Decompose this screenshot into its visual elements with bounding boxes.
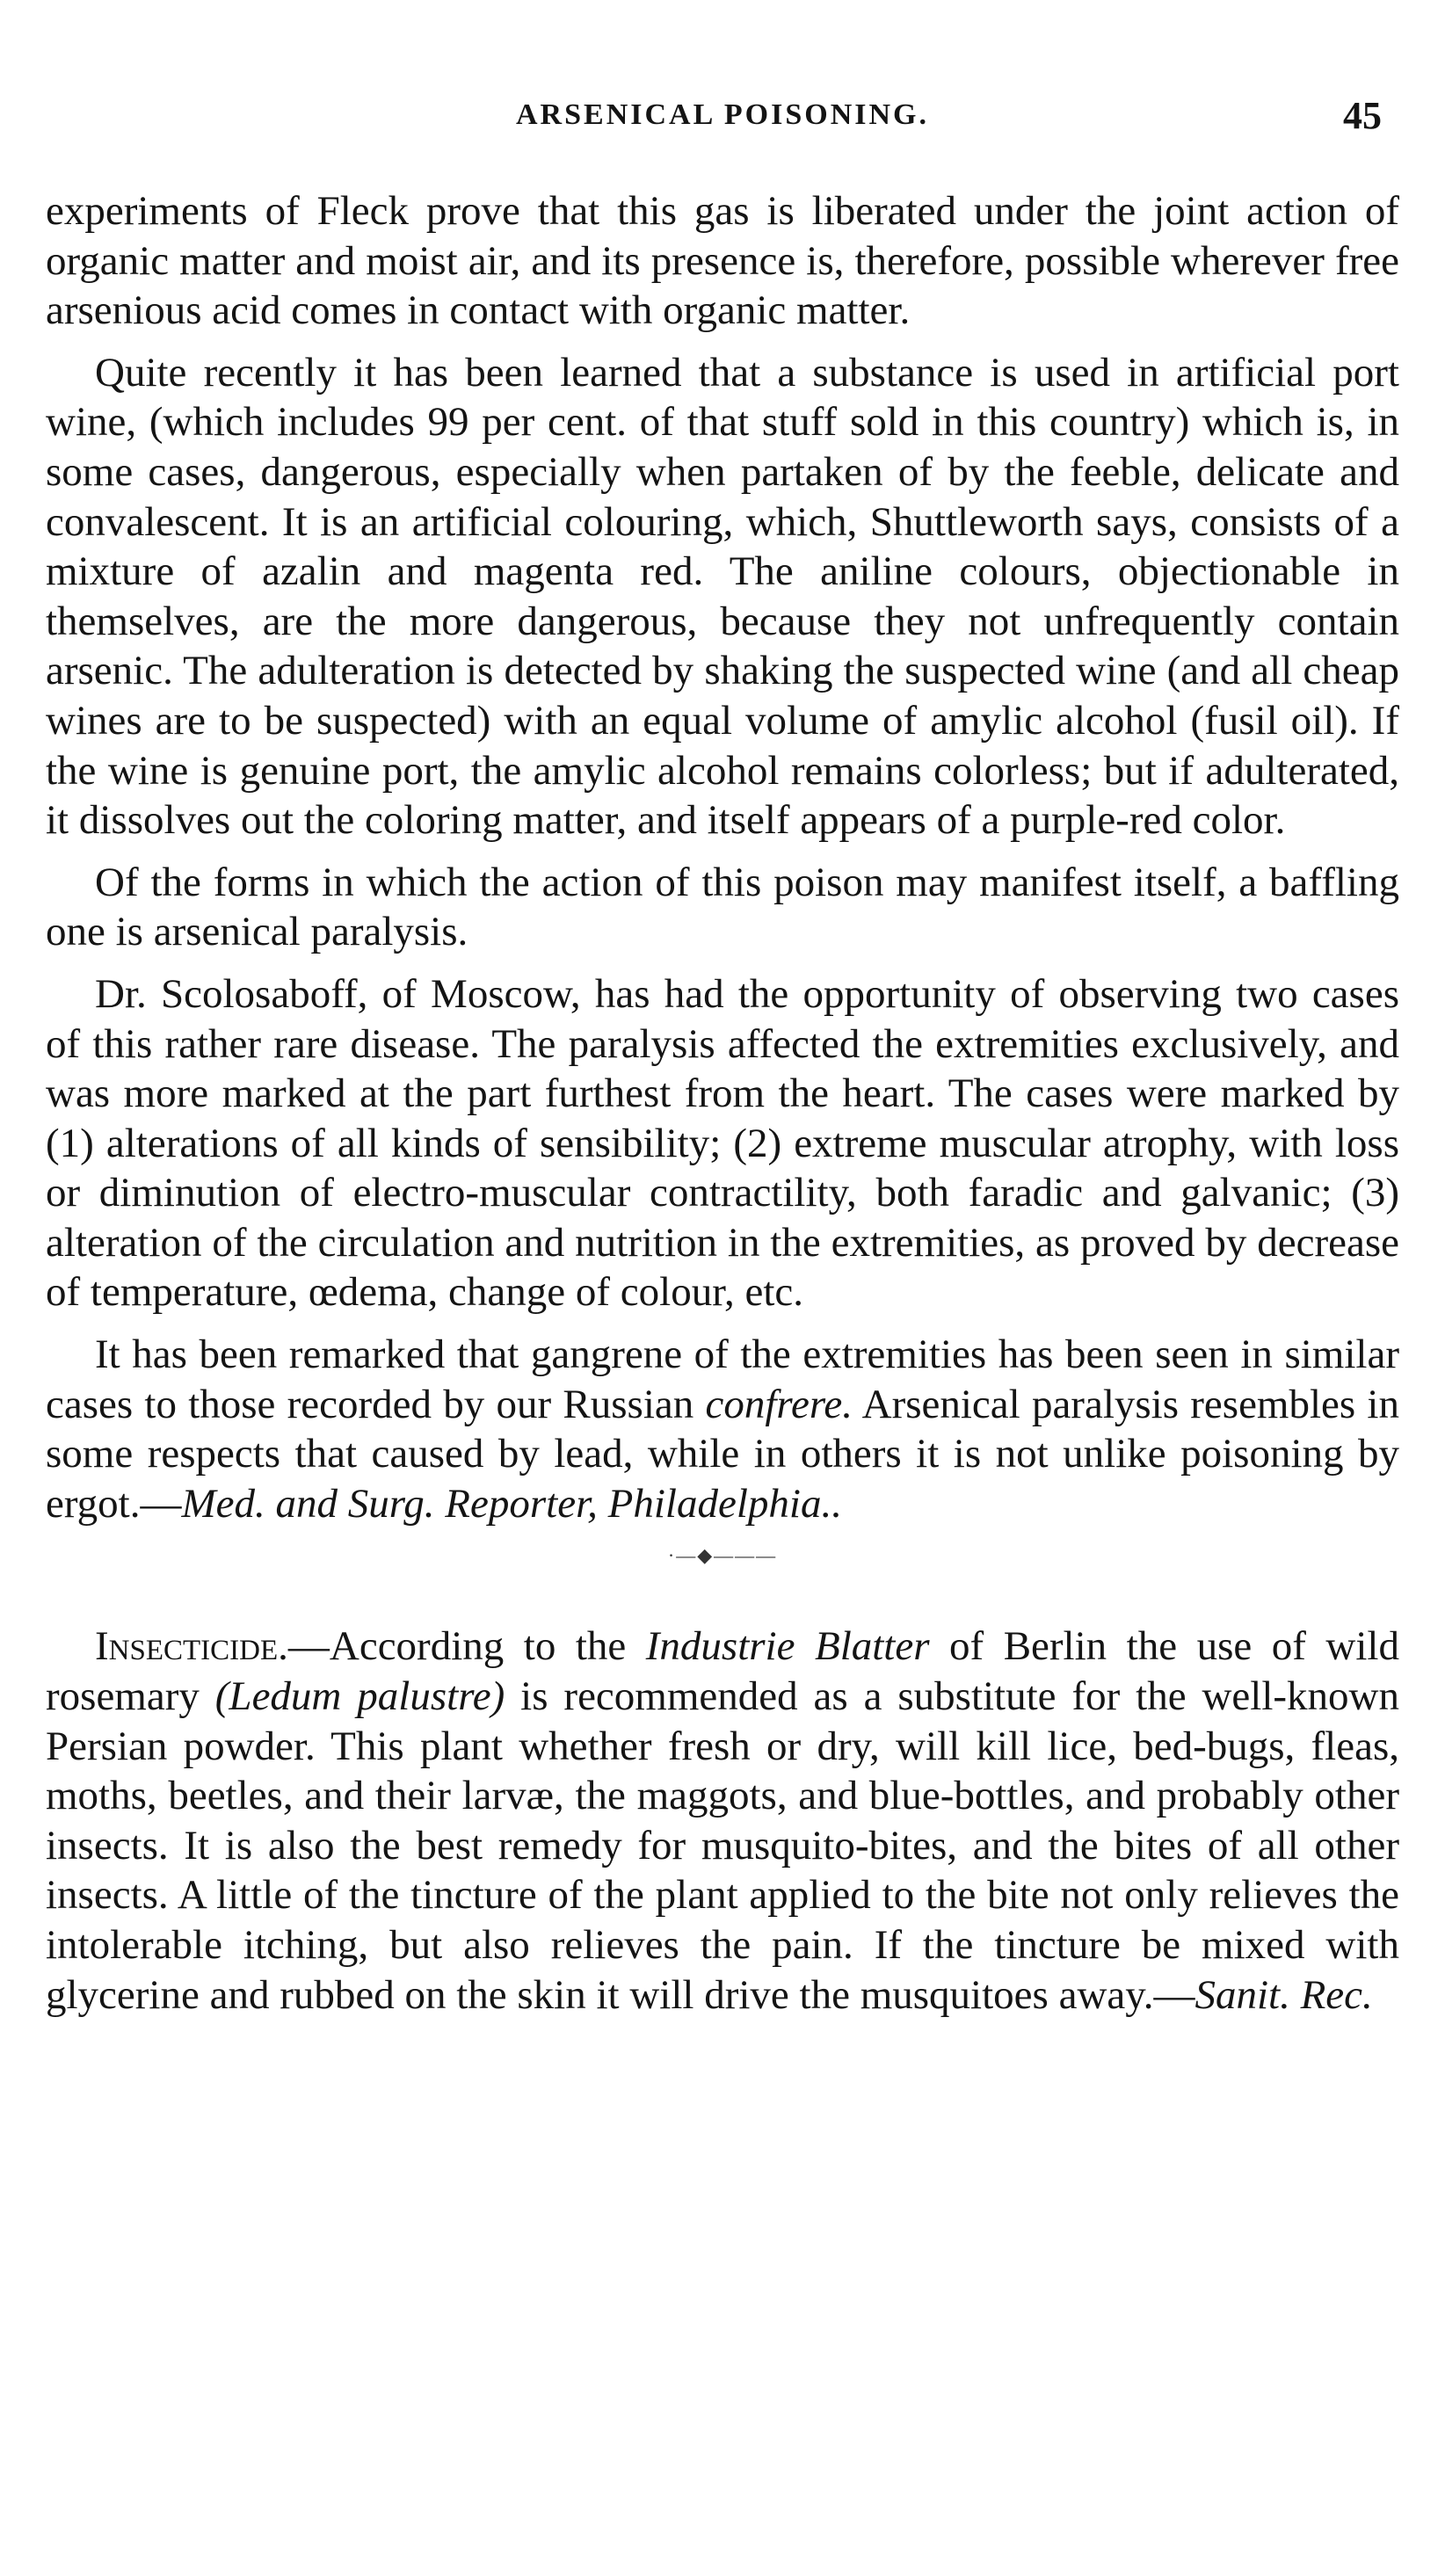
insecticide-text-a: —According to the (287, 1623, 646, 1670)
paragraph-5-text-b: Arsenical paralysis resembles in some respects that caused by lead, while in others it is not unlike poisoning by ergot.— (46, 1381, 1399, 1527)
paragraph-3: Of the forms in which the action of this poison may manifest itself, a baffling one is arsenical paralysis. (46, 859, 1399, 955)
insecticide-paragraph (46, 1622, 1399, 2020)
running-head (46, 91, 1399, 144)
paragraph-4: Dr. Scolosaboff, of Moscow, has had the opportunity of observing two cases of this rather rare disease. The paralysis affected the extremities exclusively, and was more marked at the part furthest from the heart. The cases were marked by (1) alterations of all kinds of sensibility; (2) extreme muscular atrophy, with loss or diminution of electro-muscular contractility, both faradic and galvanic; (3) alteration of the circulation and nutrition in the extremities, as proved by decrease of temperature, œdema, change of colour, etc. (46, 970, 1399, 1316)
book-page (46, 91, 1399, 2032)
confrere-word: confrere. (705, 1381, 853, 1427)
journal-title: Industrie Blatter (645, 1623, 930, 1670)
article-arsenical-poisoning (46, 186, 1399, 1528)
article-insecticide (46, 1622, 1399, 2020)
insecticide-heading: Insecticide. (95, 1623, 288, 1670)
insecticide-text-b: of Berlin the use of wild rosemary (46, 1623, 1399, 1720)
paragraph-2: Quite recently it has been learned that a substance is used in artificial port wine, (which includes 99 per cent. of that stuff sold in this country) which is, in some cases, dangerous, especially when partaken of by the feeble, delicate and convalescent. It is an artificial colouring, which, Shuttleworth says, consists of a mixture of azalin and magenta red. The aniline colours, objectionable in themselves, are the more dangerous, because they not unfrequently contain arsenic. The adulteration is detected by shaking the suspected wine (and all cheap wines are to be suspected) with an equal volume of amylic alcohol (fusil oil). If the wine is genuine port, the amylic alcohol remains colorless; but if adulterated, it dissolves out the coloring matter, and itself appears of a purple-red color. (46, 349, 1399, 844)
plant-name: (Ledum palustre) (214, 1673, 505, 1720)
page-number: 45 (1343, 94, 1382, 137)
section-divider: ·—◆——— (667, 1544, 778, 1567)
paragraph-5 (46, 1330, 1399, 1528)
paragraph-5-text-a: It has been remarked that gangrene of the extremities has been seen in similar cases to those recorded by our Russian (46, 1332, 1399, 1427)
paragraph-1: experiments of Fleck prove that this gas is liberated under the joint action of organic matter and moist air, and its presence is, therefore, possible wherever free arsenious acid comes in contact with organic matter. (46, 188, 1399, 334)
source-citation: Med. and Surg. Reporter, Philadelphia.. (181, 1480, 842, 1527)
insecticide-source: Sanit. Rec. (1194, 1971, 1373, 2018)
insecticide-text-c: is recommended as a substitute for the well-known Persian powder. This plant whether fresh or dry, will kill lice, bed-bugs, fleas, moths, beetles, and their larvæ, the maggots, and blue-bottles, and probably other insects. It is also the best remedy for musquito-bites, and the bites of all other insects. A little of the tincture of the plant applied to the bite not only relieves the intolerable itching, but also relieves the pain. If the tincture be mixed with glycerine and rubbed on the skin it will drive the musquitoes away.— (46, 1673, 1399, 2018)
running-title: ARSENICAL POISONING. (516, 98, 929, 131)
